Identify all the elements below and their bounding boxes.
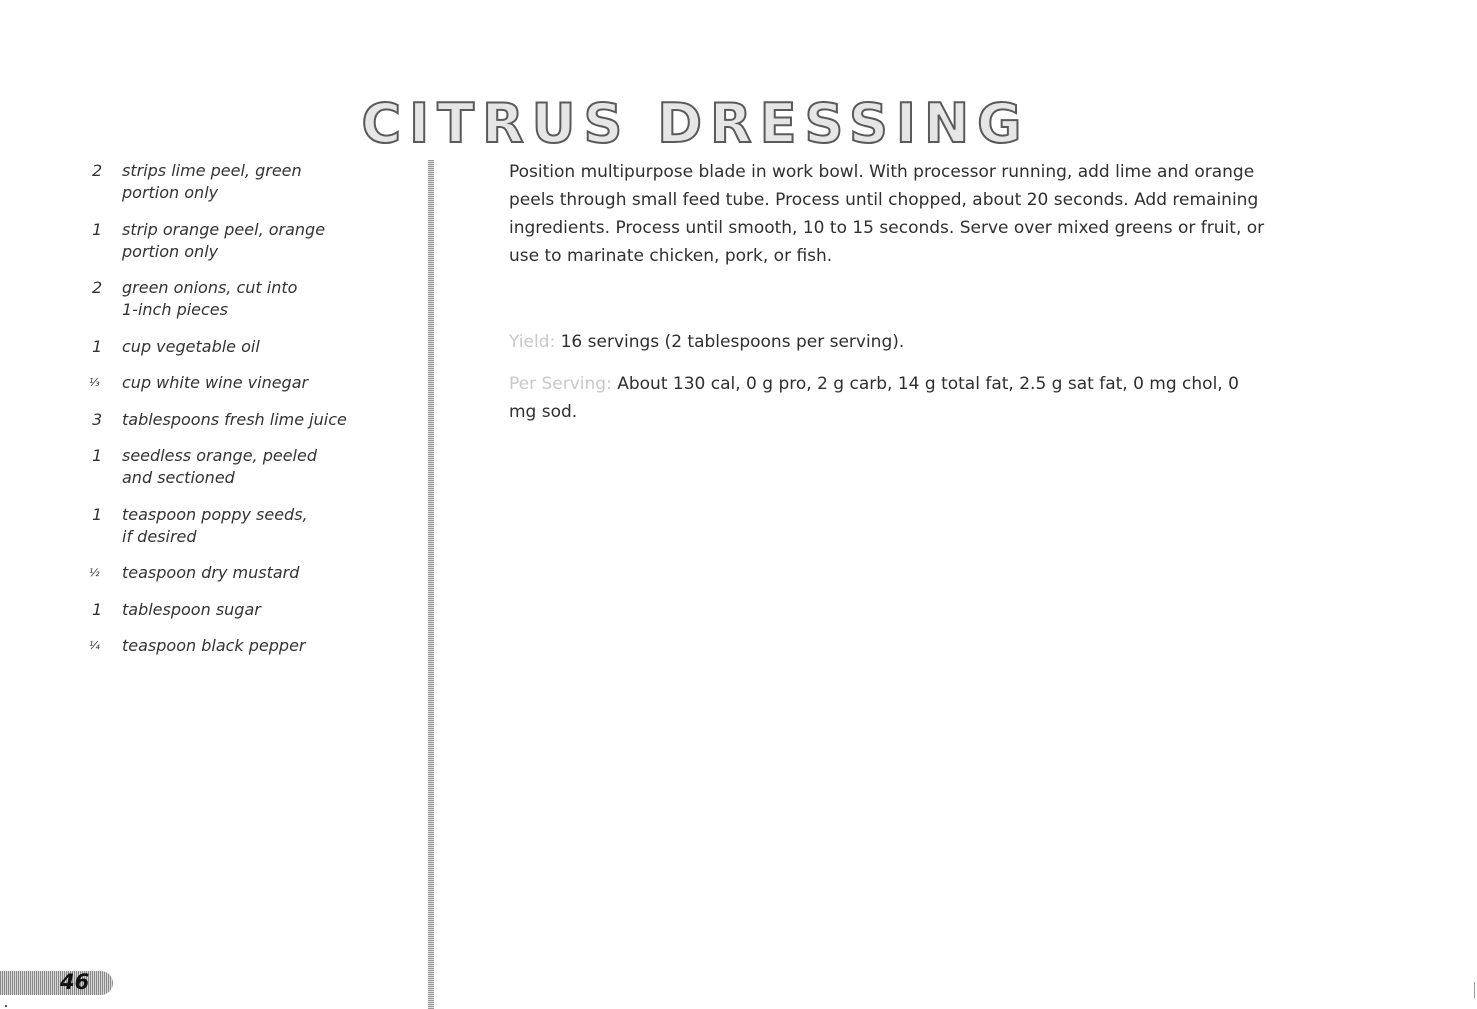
ingredient-item [88, 599, 388, 621]
yield-label: Yield: [509, 332, 556, 352]
ingredient-item [88, 409, 388, 431]
ingredient-text: strip orange peel, orange portion only [122, 219, 326, 261]
ingredient-quantity: 1 [92, 336, 103, 356]
ingredient-quantity: 2 [92, 278, 103, 297]
ingredient-item [88, 336, 388, 358]
ingredient-text: teaspoon dry mustard [122, 563, 300, 582]
ingredient-item [88, 277, 388, 321]
ingredient-item [88, 504, 388, 548]
ingredient-text: teaspoon black pepper [122, 636, 306, 655]
edge-mark [1474, 982, 1475, 998]
ingredient-text: cup vegetable oil [122, 336, 260, 356]
ingredient-text: tablespoons fresh lime juice [122, 409, 347, 429]
ingredient-text: green onions, cut into 1-inch pieces [122, 278, 298, 319]
ingredient-quantity: ⅓ [89, 376, 100, 389]
ingredient-quantity: ½ [89, 566, 100, 579]
ingredient-text: strips lime peel, green portion only [122, 161, 302, 202]
ingredient-item [88, 562, 388, 584]
ingredient-text: tablespoon sugar [122, 599, 261, 619]
ingredient-item [88, 372, 388, 394]
ingredient-quantity: 1 [92, 599, 103, 619]
ingredient-quantity: 1 [92, 446, 103, 465]
page-title: CITRUS DRESSING [361, 92, 1030, 156]
ingredient-text: seedless orange, peeled and sectioned [122, 446, 317, 487]
page-number: 46 [60, 970, 90, 994]
per-serving-label: Per Serving: [509, 374, 612, 394]
ingredient-list [88, 160, 388, 672]
per-serving-value: About 130 cal, 0 g pro, 2 g carb, 14 g total fat, 2.5 g sat fat, 0 mg chol, 0 mg sod. [509, 374, 1239, 422]
yield-line [509, 328, 1299, 356]
ingredient-item [88, 219, 388, 263]
ingredient-quantity: 3 [92, 409, 103, 429]
ingredient-text: teaspoon poppy seeds, if desired [122, 504, 308, 546]
ingredient-quantity: 1 [92, 504, 103, 524]
yield-value: 16 servings (2 tablespoons per serving). [560, 332, 905, 352]
page-number-tab [0, 971, 113, 995]
corner-dot [5, 1005, 7, 1007]
ingredient-quantity: 1 [92, 219, 103, 239]
ingredient-item [88, 160, 388, 204]
instructions-text: Position multipurpose blade in work bowl. With processor running, add lime and orange peels through small feed tube. Process until chopped, about 20 seconds. Add remaining ingredients. Process until smooth, 10 to 15 seconds. Serve over mixed greens or fruit, or use to marinate chicken, pork, or fish. [509, 162, 1265, 266]
column-divider [428, 160, 434, 1009]
ingredient-item [88, 445, 388, 489]
per-serving-line [509, 370, 1269, 426]
ingredient-item [88, 635, 388, 657]
ingredient-quantity: ¼ [89, 639, 100, 652]
ingredient-text: cup white wine vinegar [122, 373, 309, 392]
ingredient-quantity: 2 [92, 161, 103, 180]
